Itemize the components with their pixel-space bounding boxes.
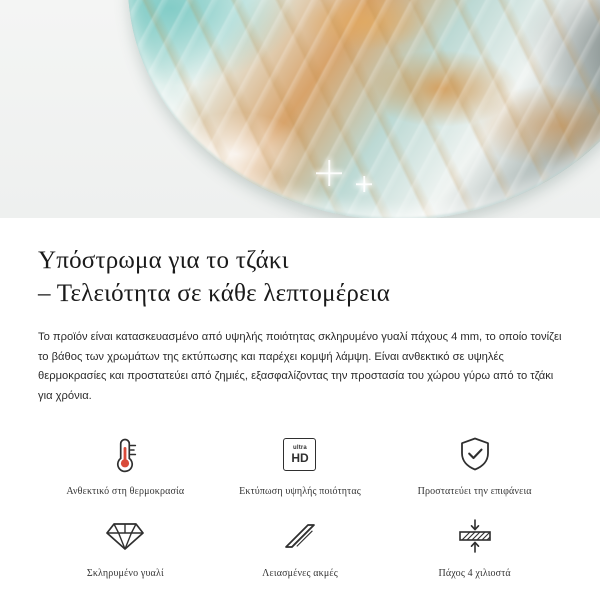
page-title-line-2: – Τελειότητα σε κάθε λεπτομέρεια [38,280,391,307]
hero-image [0,0,600,218]
diamond-icon [105,514,145,558]
thermometer-icon [108,432,142,476]
feature-label: Εκτύπωση υψηλής ποιότητας [239,486,361,497]
content-section [0,218,600,580]
ultra-hd-icon: ultra HD [283,432,316,476]
feature-item-print-quality [213,432,388,498]
feature-grid [38,432,562,580]
feature-item-tempered-glass [38,514,213,580]
shield-check-icon [457,432,493,476]
feature-label: Προστατεύει την επιφάνεια [417,486,532,497]
marble-glass-plate-image [128,0,600,218]
polished-edges-icon [280,514,320,558]
feature-item-polished-edges [213,514,388,580]
feature-label: Ανθεκτικό στη θερμοκρασία [66,486,185,497]
description-paragraph: Το προϊόν είναι κατασκευασμένο από υψηλής ποιότητας σκληρυμένο γυαλί πάχους 4 mm, το οποίο τονίζει το βάθος των χρωμάτων της εκτύπωσης και παρέχει κομψή λάμψη. Είναι ανθεκτικό σε υψηλές θερμοκρασίες και προστατεύει από ζημιές, εξασφαλίζοντας την προστασία του χώρου γύρω από το τζάκι για χρόνια. [38,331,562,402]
feature-label: Σκληρυμένο γυαλί [86,568,164,579]
feature-label: Λειασμένες ακμές [262,568,338,579]
page-title [38,244,562,310]
feature-label: Πάχος 4 χιλιοστά [438,568,511,579]
feature-item-thickness [387,514,562,580]
thickness-icon [455,514,495,558]
feature-item-temperature [38,432,213,498]
feature-item-surface-protection [387,432,562,498]
page-title-line-1: Υπόστρωμα για το τζάκι [38,247,289,274]
